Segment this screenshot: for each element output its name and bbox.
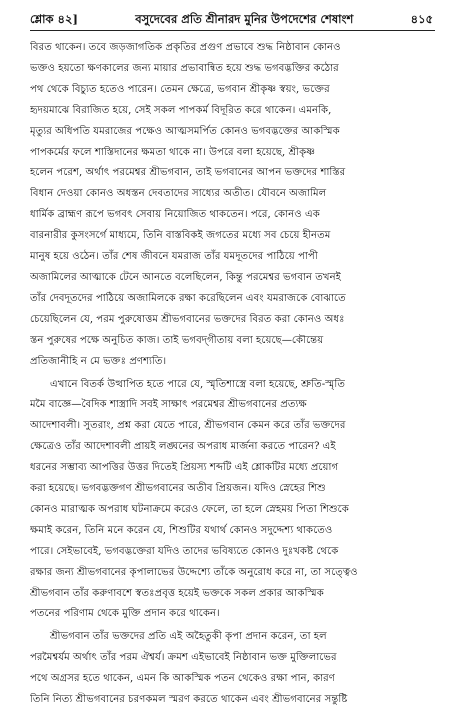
text-line: প্রতিজানীহি ন মে ভক্তঃ প্রণশ্যতি। [30, 355, 167, 367]
header-rule [30, 30, 435, 31]
purport-paragraph-3 [30, 627, 439, 711]
text-line: রক্ষার জন্য শ্রীভগবানের কৃপালাভের উদ্দেশ্যে তাঁকে অনুরোধ করে না, তা সত্ত্বেও [30, 566, 358, 578]
text-line: শ্রীভগবান তাঁর ভক্তদের প্রতি এই অহৈতুকী কৃপা প্রদান করেন, তা হল [50, 631, 327, 643]
page-number: ৪১৫ [410, 12, 433, 26]
text-line: করা হয়েছে। ভগবদ্ভক্তগণ শ্রীভগবানের অতীব প্রিয়জন। যদিও স্নেহের শিশু [30, 483, 326, 495]
purport-paragraph-2 [30, 375, 439, 626]
text-line: হৃদয়মাঝে বিরাজিত হয়ে, সেই সকল পাপকর্ম বিদূরিত করে থাকেন। এমনকি, [30, 104, 332, 116]
text-line: বিধান দেওয়া কোনও অধস্তন দেবতাদের সাধ্যের অতীত। যৌবনে অজামিল [30, 188, 327, 200]
chapter-title: বসুদেবের প্রতি শ্রীনারদ মুনির উপদেশের শেষাংশ [135, 12, 354, 26]
text-line: বারনারীর কুসংসর্গে মাধ্যমে, তিনি বাস্তবিকই জগতের মধ্যে সব চেয়ে হীনতম [30, 230, 331, 242]
text-line: স্তন পুরুষের পক্ষে অনুচিত কাজ। তাই ভগবদ্‌গীতায় বলা হয়েছে—কৌন্তেয় [30, 334, 324, 346]
text-line: ধরনের সম্ভাব্য আপত্তির উত্তর দিতেই প্রিয়স্য শব্দটি এই শ্লোকটির মধ্যে প্রয়োগ [30, 462, 339, 474]
running-header [30, 8, 439, 30]
text-line: মানুষ হয়ে ওঠেন। তাঁর শেষ জীবনে যমরাজ তাঁর যমদূতদের পাঠিয়ে পাপী [30, 251, 318, 263]
text-line: পথ থেকে বিচ্যুত হতেও পারেন। তেমন ক্ষেত্রে, ভগবান শ্রীকৃষ্ণ স্বয়ং, ভক্তের [30, 83, 330, 95]
text-line: ক্ষেত্রেও তাঁর আদেশাবলী প্রায়ই লঙ্ঘনের অপরাধ মার্জনা করতে পারেন? এই [30, 441, 336, 453]
text-line: পারে। সেইভাবেই, ভগবদ্ভক্তেরা যদিও তাদের ভবিষ্যতে কোনও দুঃখকষ্ট থেকে [30, 545, 339, 557]
text-line: অজামিলের আত্মাকে টেনে আনতে বলেছিলেন, কিন্তু পরমেশ্বর ভগবান তখনই [30, 271, 341, 283]
text-line: এখানে বিতর্ক উত্থাপিত হতে পারে যে, স্মৃতিশাস্ত্রে বলা হয়েছে, শ্রুতি-স্মৃতি [50, 378, 345, 390]
text-line: শ্রীভগবান তাঁর করুণাবশে স্বতঃপ্রবৃত্ত হয়েই ভক্তকে সকল প্রকার আকস্মিক [30, 587, 324, 599]
text-line: মমৈ বাজ্ঞে—বৈদিক শাস্ত্রাদি সবই সাক্ষাৎ পরমেশ্বর শ্রীভগবানের প্রত্যক্ষ [30, 399, 307, 411]
text-line: ক্ষমাই করেন, তিনি মনে করেন যে, শিশুটির যথার্থ কোনও সদুদ্দেশ্য থাকতেও [30, 524, 333, 536]
text-line: পরমৈশ্বর্যম অর্থাৎ তাঁর পরম ঐশ্বর্য। ক্রমশ এইভাবেই নিষ্ঠাবান ভক্ত মুক্তিলাভের [30, 652, 337, 664]
text-line: চেয়েছিলেন যে, পরম পুরুষোত্তম শ্রীভগবানের ভক্তদের বিরত করা কোনও অধঃ [30, 313, 345, 325]
text-line: হলেন পরেশ, অর্থাৎ পরমেশ্বর শ্রীভগবান, তাই ভগবানের আপন ভক্তদের শাস্তির [30, 167, 346, 179]
purport-paragraph-1 [30, 38, 439, 373]
verse-reference: শ্লোক ৪২] [30, 12, 78, 26]
text-line: ভক্তও হয়তো ক্ষণকালের জন্য মায়ার প্রভাবান্বিত হয়ে শুদ্ধ ভগবদ্ভক্তির কঠোর [30, 62, 339, 74]
text-line: তিনি নিত্য শ্রীভগবানের চরণকমল স্মরণ করতে থাকেন এবং শ্রীভগবানের সন্তুষ্টি [30, 694, 348, 706]
text-line: পতনের পরিণাম থেকে মুক্তি প্রদান করে থাকেন। [30, 608, 220, 620]
text-line: বিরত থাকেন। তবে জড়জাগতিক প্রকৃতির প্রগুণ প্রভাবে শুদ্ধ নিষ্ঠাবান কোনও [30, 42, 341, 53]
text-line: কোনও মারাত্মক অপরাধ ঘটনাক্রমে করেও ফেলে, তা হলে স্নেহময় পিতা শিশুকে [30, 503, 349, 515]
text-line: ধার্মিক ব্রাহ্মণ রূপে ভগবৎ সেবায় নিয়োজিত থাকতেন। পরে, কোনও এক [30, 209, 320, 221]
text-line: পাপকর্মের ফলে শাস্তিদানের ক্ষমতা থাকে না। উপরে বলা হয়েছে, শ্রীকৃষ্ণ [30, 146, 316, 158]
text-line: মৃত্যুর অধিপতি যমরাজের পক্ষেও আত্মসমর্পিত কোনও ভগবদ্ভক্তের আকস্মিক [30, 125, 340, 137]
text-line: তাঁর দেবদূতদের পাঠিয়ে অজামিলকে রক্ষা করেছিলেন এবং যমরাজকে বোঝাতে [30, 292, 346, 304]
text-line: আদেশাবলী। সুতরাং, প্রশ্ন করা যেতে পারে, শ্রীভগবান কেমন করে তাঁর ভক্তদের [30, 420, 346, 432]
text-line: পথে অগ্রসর হতে থাকেন, এমন কি আকস্মিক পতন থেকেও রক্ষা পান, কারণ [30, 673, 335, 685]
